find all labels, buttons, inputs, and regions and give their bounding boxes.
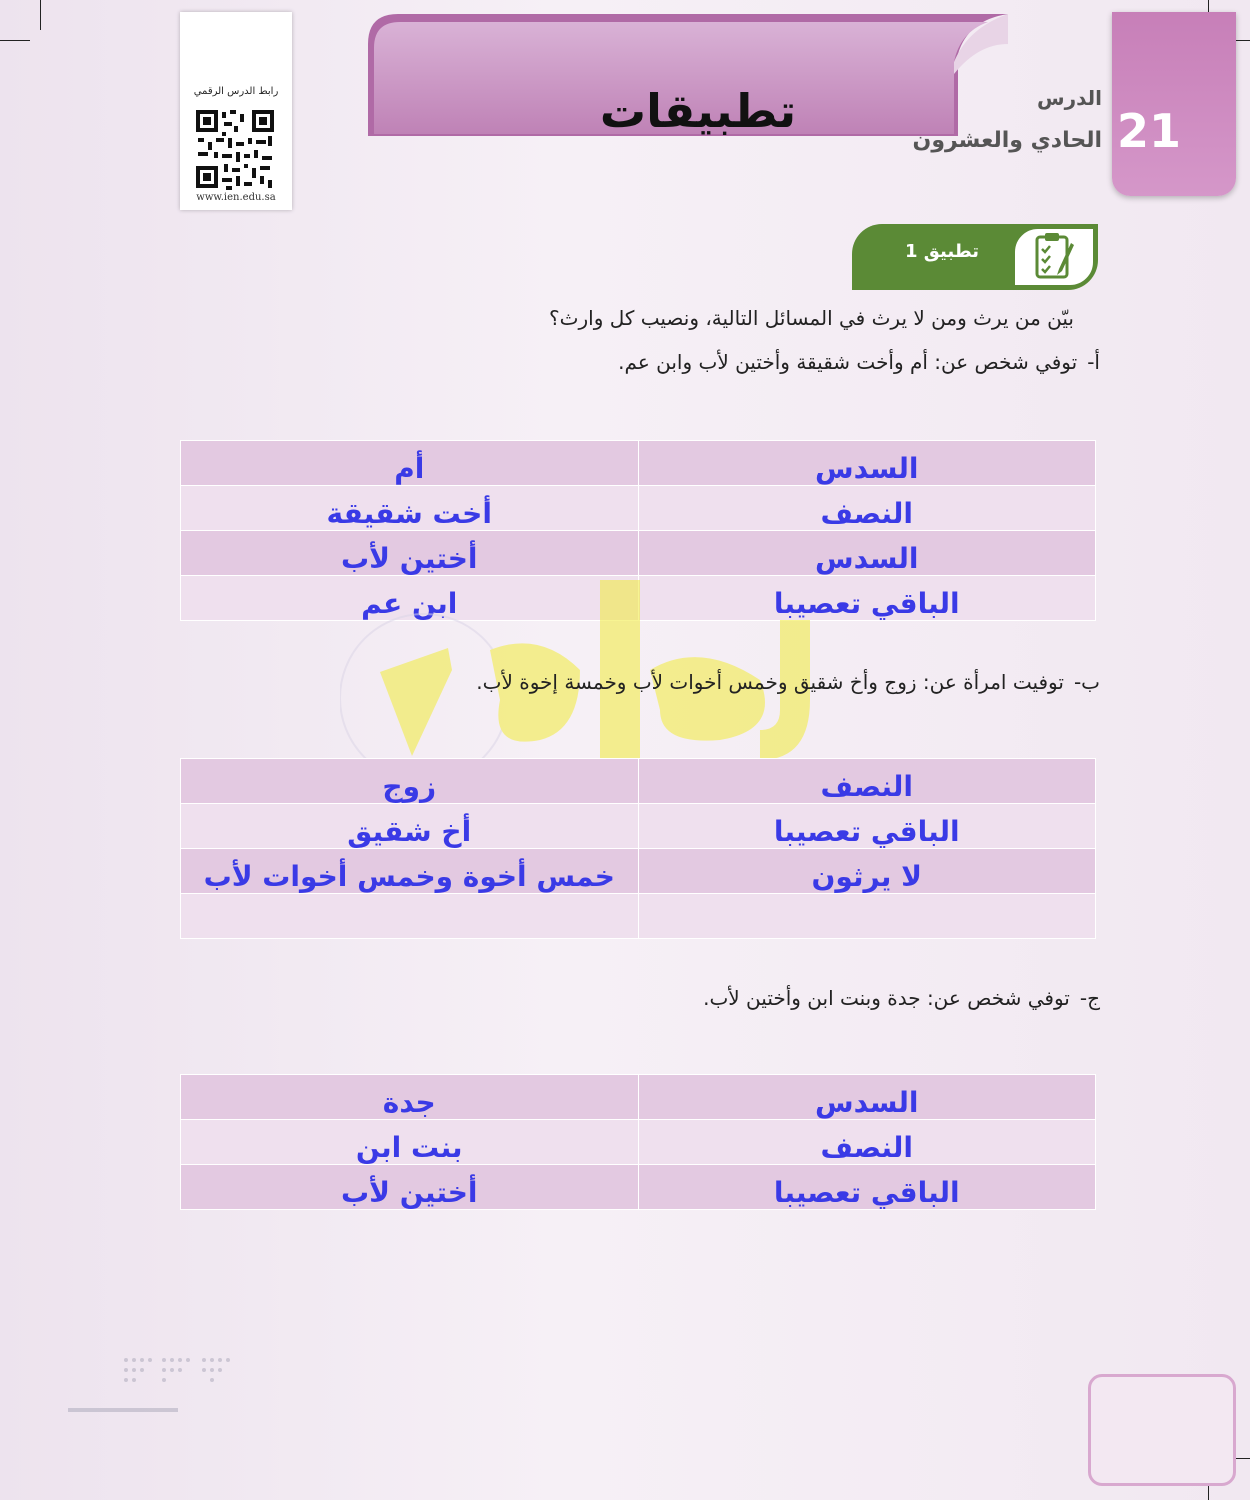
problem-letter: ج-	[1079, 986, 1100, 1010]
share-cell[interactable]: لا يرثون	[638, 849, 1096, 894]
activity-label: تطبيق 1	[904, 241, 979, 262]
share-cell[interactable]: الباقي تعصيبا	[638, 804, 1096, 849]
title-banner	[368, 14, 1008, 140]
share-cell[interactable]: السدس	[638, 1075, 1096, 1120]
qr-label: رابط الدرس الرقمي	[193, 86, 279, 97]
heir-cell[interactable]: زوج	[181, 759, 639, 804]
table-row	[181, 1075, 1096, 1120]
heir-cell[interactable]: أختين لأب	[181, 531, 639, 576]
share-cell[interactable]: النصف	[638, 1120, 1096, 1165]
heir-cell[interactable]: أخت شقيقة	[181, 486, 639, 531]
problem-letter: أ-	[1087, 350, 1100, 374]
problem-b-line	[476, 670, 1100, 694]
qr-card[interactable]	[180, 12, 292, 210]
table-row	[181, 1120, 1096, 1165]
page-number-box	[1088, 1374, 1236, 1486]
table-row	[181, 804, 1096, 849]
heir-cell[interactable]: أختين لأب	[181, 1165, 639, 1210]
problem-text: توفي شخص عن: أم وأخت شقيقة وأختين لأب وابن عم.	[618, 350, 1078, 374]
lesson-label: الدرس	[1036, 86, 1102, 110]
ministry-logo-icon	[64, 1352, 234, 1422]
crop-mark	[40, 0, 41, 30]
share-cell[interactable]	[638, 894, 1096, 939]
table-row	[181, 1165, 1096, 1210]
share-cell[interactable]: الباقي تعصيبا	[638, 576, 1096, 621]
heir-cell[interactable]: ابن عم	[181, 576, 639, 621]
heir-cell[interactable]: جدة	[181, 1075, 639, 1120]
share-cell[interactable]: النصف	[638, 486, 1096, 531]
answer-table-b	[180, 758, 1096, 939]
table-row	[181, 759, 1096, 804]
problem-text: توفيت امرأة عن: زوج وأخ شقيق وخمس أخوات لأب وخمسة إخوة لأب.	[476, 670, 1064, 694]
share-cell[interactable]: الباقي تعصيبا	[638, 1165, 1096, 1210]
clipboard-checklist-icon	[1015, 229, 1093, 285]
qr-url[interactable]: www.ien.edu.sa	[196, 192, 276, 203]
heir-cell[interactable]: أخ شقيق	[181, 804, 639, 849]
table-row	[181, 441, 1096, 486]
lesson-tab	[1112, 12, 1236, 196]
answer-table-c	[180, 1074, 1096, 1210]
qr-code-icon[interactable]	[194, 108, 276, 196]
share-cell[interactable]: السدس	[638, 441, 1096, 486]
lesson-number: 21	[1116, 104, 1181, 158]
share-cell[interactable]: السدس	[638, 531, 1096, 576]
crop-mark	[0, 40, 30, 41]
heir-cell[interactable]: بنت ابن	[181, 1120, 639, 1165]
problem-letter: ب-	[1073, 670, 1100, 694]
activity-icon-box	[1012, 226, 1096, 288]
heir-cell[interactable]: أم	[181, 441, 639, 486]
problem-text: توفي شخص عن: جدة وبنت ابن وأختين لأب.	[703, 986, 1070, 1010]
heir-cell[interactable]: خمس أخوة وخمس أخوات لأب	[181, 849, 639, 894]
instruction-text: بيّن من يرث ومن لا يرث في المسائل التالية، ونصيب كل وارث؟	[549, 306, 1074, 330]
table-row	[181, 894, 1096, 939]
problem-c-line	[703, 986, 1100, 1010]
heir-cell[interactable]	[181, 894, 639, 939]
page-title: تطبيقات	[599, 84, 797, 138]
lesson-ordinal: الحادي والعشرون	[912, 128, 1102, 153]
table-row	[181, 486, 1096, 531]
problem-a-line	[618, 350, 1100, 374]
share-cell[interactable]: النصف	[638, 759, 1096, 804]
table-row	[181, 849, 1096, 894]
